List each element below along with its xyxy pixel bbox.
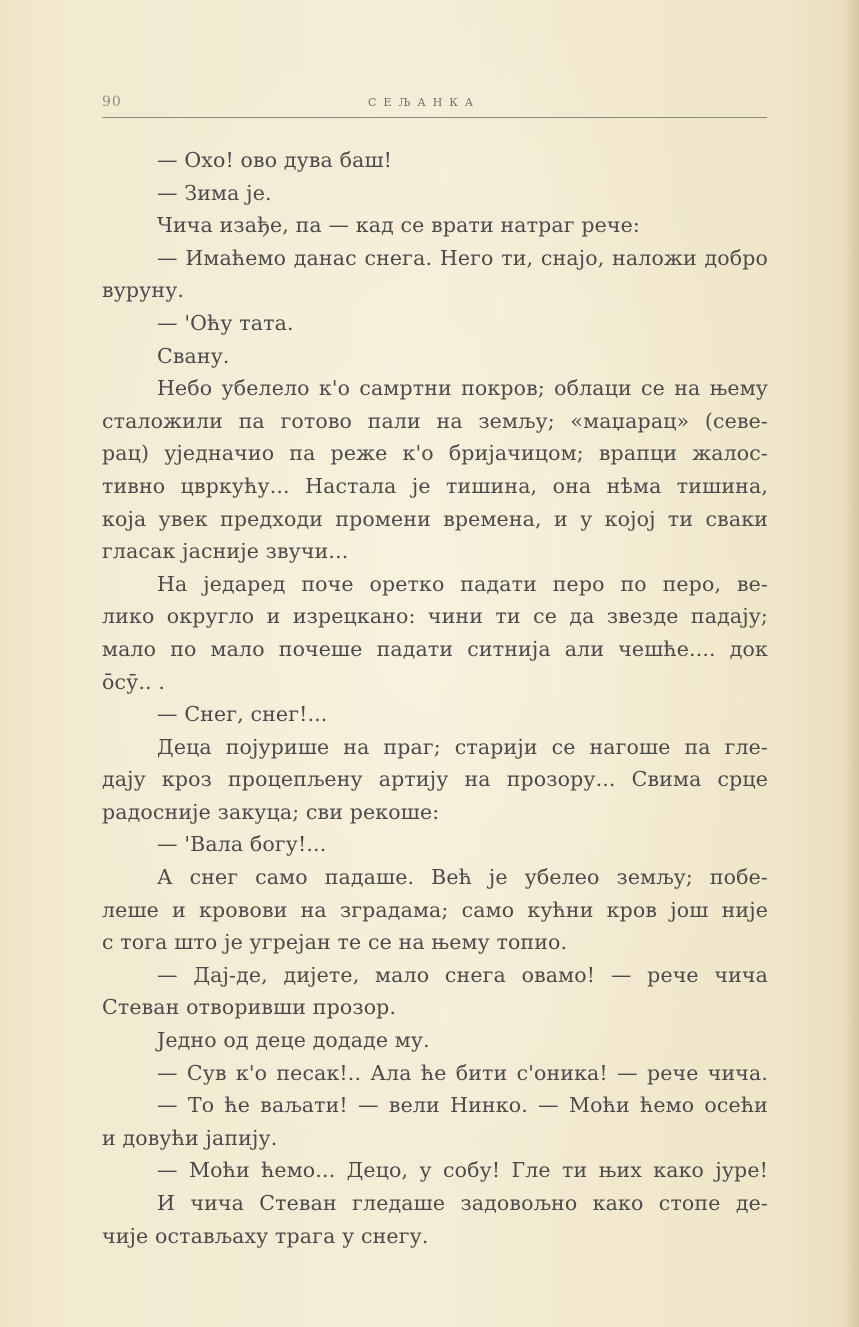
- text-line: А снег само падаше. Већ је убелео земљу; побе-: [157, 865, 768, 890]
- text-line: чије остављаху трага у снегу.: [102, 1223, 429, 1248]
- text-line: Чича изађе, па — кад се врати натраг рече:: [157, 213, 640, 238]
- text-line: На једаред поче оретко падати перо по перо, ве-: [157, 571, 768, 596]
- text-line: тивно цвркућу... Настала је тишина, она нѣма тишина,: [102, 473, 768, 498]
- text-line: — Снег, снег!...: [157, 702, 328, 727]
- text-line: — Моћи ћемо... Децо, у собу! Гле ти њих како јуре!: [157, 1158, 768, 1183]
- text-line: с тога што је угрејан те се на њему топио.: [102, 930, 568, 955]
- text-line: мало по мало почеше падати ситнија али чешће.... док: [102, 636, 768, 661]
- text-line: Стеван отворивши прозор.: [102, 995, 397, 1020]
- text-line: радосније закуца; сви рекоше:: [102, 799, 440, 824]
- text-line: — Сув к'о песак!.. Ала ће бити с'оника! — рече чича.: [157, 1060, 768, 1085]
- text-line: рац) уједначио па реже к'о бријачицом; врапци жалос-: [102, 441, 768, 466]
- text-line: која увек предходи промени времена, и у којој ти сваки: [102, 506, 768, 531]
- running-title: СЕЉАНКА: [368, 96, 481, 109]
- text-line: — 'Оћу тата.: [157, 310, 294, 335]
- text-line: сталожили па готово пали на земљу; «маџарац» (севе-: [102, 408, 768, 433]
- body-text: [102, 144, 768, 1252]
- text-line: — Дај-де, дијете, мало снега овамо! — рече чича: [157, 962, 768, 987]
- text-line: лико округло и изрецкано: чини ти се да звезде падају;: [102, 604, 768, 629]
- text-line: вуруну.: [102, 278, 185, 303]
- running-head: [102, 92, 767, 118]
- text-line: Свану.: [157, 343, 230, 368]
- text-line: леше и кровови на зградама; само кућни кров још није: [102, 897, 768, 922]
- text-line: дају кроз процепљену артију на прозору... Свима срце: [102, 767, 768, 792]
- text-line: — Имаћемо данас снега. Него ти, снајо, наложи добро: [157, 245, 768, 270]
- text-line: И чича Стеван гледаше задовољно како стопе де-: [157, 1191, 768, 1215]
- text-line: — Охо! ово дува баш!: [157, 148, 393, 172]
- text-line: ōсӯ.. .: [102, 669, 166, 694]
- page-edge-shadow: [845, 0, 859, 1327]
- text-line: Једно од деце додаде му.: [157, 1028, 430, 1053]
- text-line: Небо убелело к'о самртни покров; облаци се на њему: [157, 376, 768, 401]
- text-line: — 'Вала богу!...: [157, 832, 327, 857]
- text-line: Деца појурише на праг; старији се нагоше па гле-: [157, 734, 768, 759]
- text-line: и довући јапију.: [102, 1125, 278, 1150]
- text-line: — Зима је.: [157, 180, 272, 205]
- text-line: гласак јасније звучи...: [102, 539, 349, 564]
- page-number: 90: [102, 94, 122, 110]
- header-rule: [102, 117, 767, 118]
- text-line: — То ће ваљати! — вели Нинко. — Моћи ћемо осећи: [157, 1093, 768, 1118]
